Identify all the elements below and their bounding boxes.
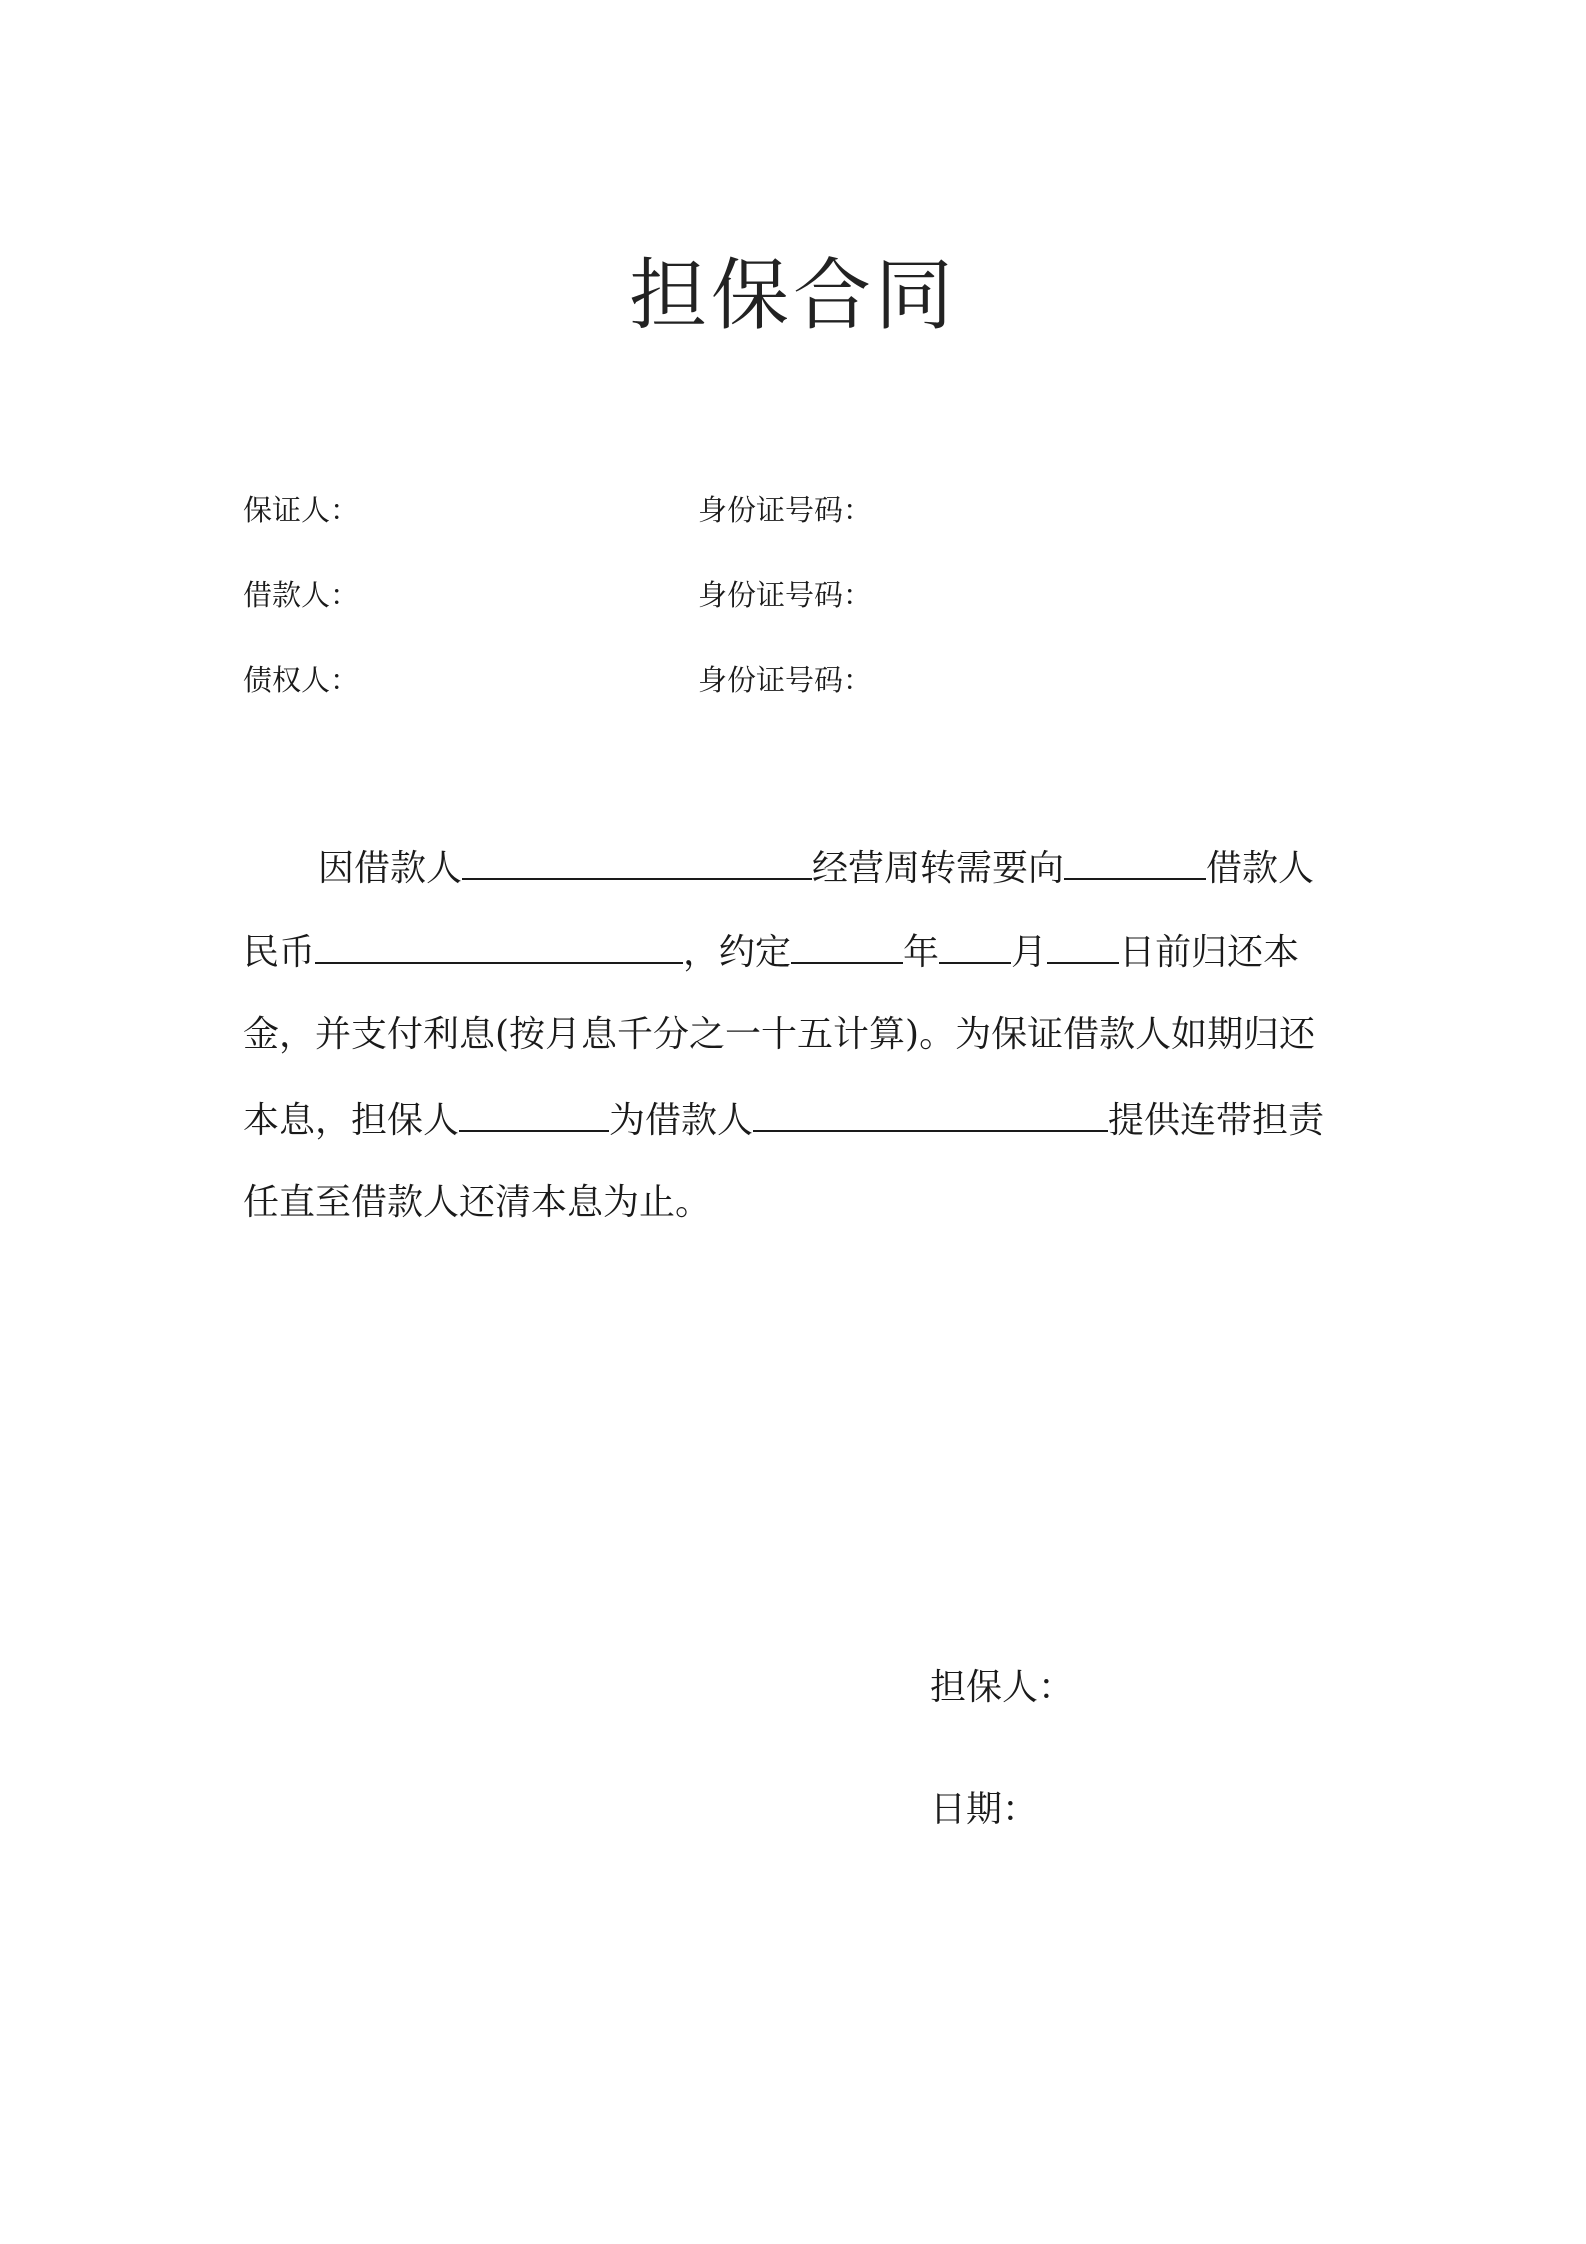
blank-amount[interactable]: [315, 926, 683, 964]
body-text: 民币: [243, 932, 316, 973]
body-line-3: 金，并支付利息(按月息千分之一十五计算)。为保证借款人如期归还: [243, 1014, 1316, 1055]
creditor-id-label: 身份证号码：: [698, 663, 873, 697]
document-title: 担保合同: [628, 251, 957, 341]
body-text: 月: [1011, 932, 1048, 973]
creditor-label: 债权人：: [243, 663, 360, 697]
blank-creditor-name[interactable]: [1064, 842, 1206, 880]
signature-date-label: 日期：: [930, 1789, 1039, 1830]
body-line-2: [243, 926, 1299, 978]
body-text: 日前归还本: [1119, 932, 1300, 973]
signature-guarantor-label: 担保人：: [930, 1667, 1075, 1708]
body-line-5: 任直至借款人还清本息为止。: [243, 1182, 712, 1223]
blank-borrower-name[interactable]: [462, 842, 812, 880]
body-text: 年: [903, 932, 940, 973]
body-text: 为借款人: [609, 1100, 754, 1141]
body-text: 因借款人: [318, 848, 463, 889]
borrower-id-label: 身份证号码：: [698, 578, 873, 612]
party-row-creditor: [243, 660, 873, 700]
party-row-borrower: [243, 575, 873, 615]
body-text: 提供连带担责: [1108, 1100, 1325, 1141]
blank-borrower-name-2[interactable]: [753, 1094, 1108, 1132]
body-text: ，约定: [683, 932, 792, 973]
blank-year[interactable]: [791, 926, 903, 964]
blank-day[interactable]: [1047, 926, 1119, 964]
body-text: 本息，担保人: [243, 1100, 460, 1141]
body-text: 借款人: [1206, 848, 1315, 889]
body-text: 经营周转需要向: [812, 848, 1065, 889]
body-line-4: [243, 1094, 1324, 1146]
guarantor-label: 保证人：: [243, 493, 360, 527]
party-row-guarantor: [243, 490, 873, 530]
guarantor-id-label: 身份证号码：: [698, 493, 873, 527]
blank-month[interactable]: [939, 926, 1011, 964]
blank-guarantor-name[interactable]: [459, 1094, 609, 1132]
body-line-1: [318, 842, 1314, 894]
borrower-label: 借款人：: [243, 578, 360, 612]
